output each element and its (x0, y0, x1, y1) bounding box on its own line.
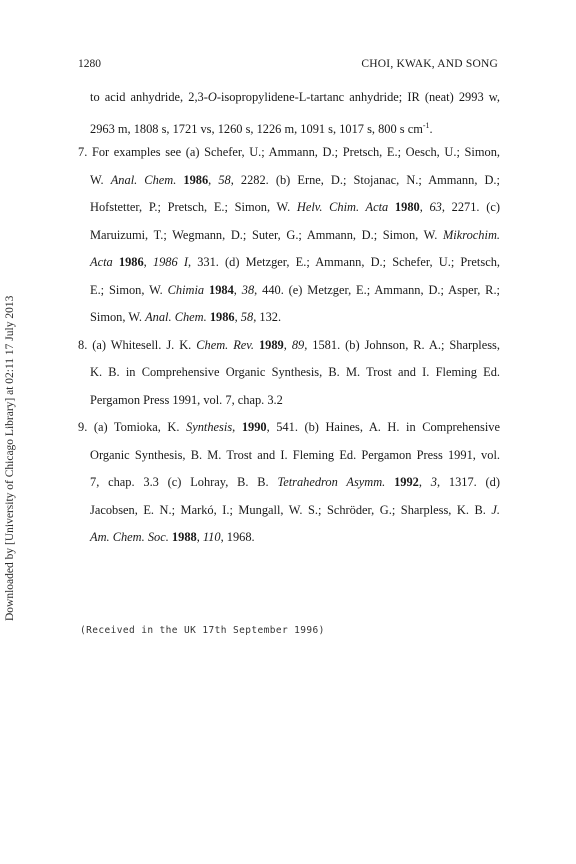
text-segment: K. B. in Comprehensive Organic Synthesis, B. M. Trost and I. Fleming Ed. (90, 365, 500, 379)
text-segment: 3 (430, 475, 437, 489)
text-segment: , 331. (d) Metzger, E.; Ammann, D.; Schefer, U.; Pretsch, (187, 255, 500, 269)
text-segment: , 1968. (220, 530, 255, 544)
text-segment: Pergamon Press 1991, vol. 7, chap. 3.2 (90, 392, 283, 407)
text-segment: . (429, 121, 433, 136)
text-segment: Maruizumi, T.; Wegmann, D.; Suter, G.; Ammann, D.; Simon, W. (90, 227, 443, 242)
text-segment: , (234, 310, 241, 324)
text-segment: Chem. Rev. (196, 337, 254, 352)
text-segment: 58 (240, 310, 254, 324)
page-number: 1280 (78, 58, 101, 70)
text-segment: E.; Simon, W. (90, 282, 168, 297)
text-segment: 7, chap. 3.3 (c) Lohray, B. B. (90, 475, 278, 489)
text-segment: Jacobsen, E. N.; Markó, I.; Mungall, W. S.; Schröder, G.; Sharpless, K. B. (90, 502, 492, 517)
text-line (78, 222, 500, 250)
text-line (78, 442, 500, 470)
text-segment: Simon, W. (90, 310, 146, 324)
text-segment: Chimia (167, 282, 205, 297)
text-segment: , (418, 475, 431, 489)
text-segment: 1984 (209, 282, 234, 297)
text-segment: , 541. (b) Haines, A. H. in Comprehensive (266, 420, 500, 434)
references-text (78, 84, 500, 552)
text-line (78, 249, 500, 277)
text-segment: 7. For examples see (a) Schefer, U.; Ammann, D.; Pretsch, E.; Oesch, U.; Simon, (78, 145, 500, 159)
text-line (78, 139, 500, 167)
text-segment: , 1317. (d) (436, 475, 500, 489)
text-line (78, 414, 500, 442)
text-segment: , 1581. (b) Johnson, R. A.; Sharpless, (304, 337, 500, 352)
text-segment: Organic Synthesis, B. M. Trost and I. Fleming Ed. Pergamon Press 1991, vol. (90, 447, 500, 462)
text-segment: , 440. (e) Metzger, E.; Ammann, D.; Asper, R.; (254, 282, 500, 297)
text-line (78, 497, 500, 525)
text-segment: 9. (a) Tomioka, K. (78, 420, 187, 434)
text-segment: , (143, 255, 153, 269)
received-note: (Received in the UK 17th September 1996) (80, 625, 325, 636)
text-segment: 38 (241, 282, 255, 297)
text-segment: , (233, 282, 242, 297)
text-line (78, 304, 500, 332)
text-segment: 1986 I (152, 255, 188, 269)
download-watermark: Downloaded by [University of Chicago Library] at 02:11 17 July 2013 (4, 295, 16, 621)
text-segment: W. (90, 172, 111, 187)
text-segment (385, 475, 394, 489)
text-segment: 110 (202, 530, 221, 544)
text-segment: J. (491, 502, 500, 517)
text-line (78, 524, 500, 552)
text-segment: Synthesis (186, 420, 233, 434)
text-line (78, 387, 500, 415)
text-line (78, 332, 500, 360)
running-head: CHOI, KWAK, AND SONG (361, 58, 498, 70)
text-segment: -isopropylidene-L-tartanc anhydride; IR (neat) 2993 w, (216, 90, 501, 104)
text-segment: 89 (291, 337, 305, 352)
text-line (78, 194, 500, 222)
text-segment: Hofstetter, P.; Pretsch, E.; Simon, W. (90, 200, 297, 214)
text-segment: O (207, 90, 217, 104)
text-segment: 58 (218, 172, 231, 187)
text-segment: Tetrahedron Asymm. (277, 475, 386, 489)
text-segment: 1989 (258, 337, 284, 352)
text-segment: 1986 (183, 172, 209, 187)
text-segment: 63 (429, 200, 442, 214)
text-segment: 2963 m, 1808 s, 1721 vs, 1260 s, 1226 m, 1091 s, 1017 s, 800 s cm (90, 121, 423, 136)
text-segment: 1986 (209, 310, 235, 324)
text-segment: 1980 (394, 200, 420, 214)
text-line (78, 167, 500, 195)
text-segment: , (283, 337, 292, 352)
text-segment: , 2282. (b) Erne, D.; Stojanac, N.; Ammann, D.; (230, 172, 500, 187)
text-segment: 1986 (118, 255, 144, 269)
text-segment: , 2271. (c) (441, 200, 500, 214)
text-segment: Anal. Chem. (110, 172, 177, 187)
text-segment: Am. Chem. Soc. (90, 530, 169, 544)
text-line (78, 84, 500, 112)
text-segment: Mikrochim. (442, 227, 500, 242)
text-line (78, 359, 500, 387)
text-segment: 1990 (241, 420, 267, 434)
text-segment: 8. (a) Whitesell. J. K. (78, 337, 197, 352)
text-segment: 1988 (171, 530, 197, 544)
text-segment: Anal. Chem. (145, 310, 207, 324)
text-segment: -1 (422, 120, 430, 130)
text-segment: , (419, 200, 430, 214)
text-segment: , (232, 420, 242, 434)
text-line (78, 469, 500, 497)
text-line (78, 277, 500, 305)
text-segment: , (208, 172, 219, 187)
text-segment: , (196, 530, 203, 544)
text-line (78, 112, 500, 140)
text-segment (388, 200, 395, 214)
page-header (78, 58, 498, 74)
text-segment: Helv. Chim. Acta (296, 200, 389, 214)
text-segment: , 132. (253, 310, 282, 324)
text-segment: Acta (90, 255, 113, 269)
text-segment: 1992 (394, 475, 419, 489)
text-segment: to acid anhydride, 2,3- (90, 90, 208, 104)
